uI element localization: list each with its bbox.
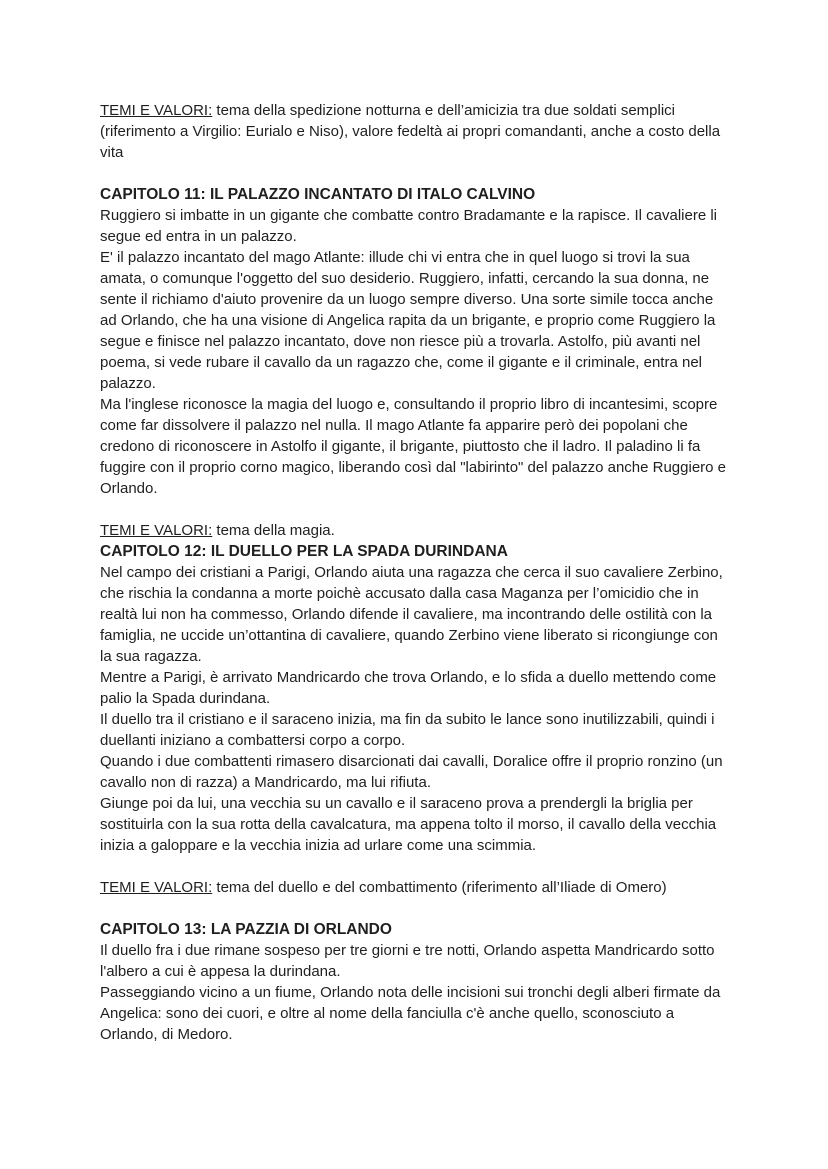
temi-valori-label: TEMI E VALORI: xyxy=(100,102,213,119)
paragraph: Mentre a Parigi, è arrivato Mandricardo che trova Orlando, e lo sfida a duello mettendo come palio la Spada durindana. xyxy=(100,669,717,707)
temi-valori-label: TEMI E VALORI: xyxy=(100,879,213,896)
paragraph: Nel campo dei cristiani a Parigi, Orlando aiuta una ragazza che cerca il suo cavaliere Zerbino, che rischia la condanna a morte poichè accusato dalla casa Maganza per l’omicidio che in realtà lui non ha commesso, Orlando difende il cavaliere, ma incontrando delle ostilità con la famiglia, ne uccide un’ottantina di cavaliere, quando Zerbino viene liberato si ricongiunge con la sua ragazza. xyxy=(100,564,723,665)
chapter-heading: CAPITOLO 13: LA PAZZIA DI ORLANDO xyxy=(100,921,392,938)
chapter-heading: CAPITOLO 12: IL DUELLO PER LA SPADA DURINDANA xyxy=(100,543,508,560)
chapter-heading: CAPITOLO 11: IL PALAZZO INCANTATO DI ITALO CALVINO xyxy=(100,186,536,203)
paragraph: E' il palazzo incantato del mago Atlante: illude chi vi entra che in quel luogo si trovi la sua amata, o comunque l'oggetto del suo desiderio. Ruggiero, infatti, cercando la sua donna, ne sente il richiamo d'aiuto provenire da un luogo sempre diverso. Una sorte simile tocca anche ad Orlando, che ha una visione di Angelica rapita da un brigante, e proprio come Ruggiero la segue e finisce nel palazzo incantato, dove non riesce più a trovarla. Astolfo, più avanti nel poema, si vede rubare il cavallo da un ragazzo che, come il gigante e il criminale, entra nel palazzo. xyxy=(100,249,716,392)
paragraph: Il duello tra il cristiano e il saraceno inizia, ma fin da subito le lance sono inutilizzabili, quindi i duellanti iniziano a combattersi corpo a corpo. xyxy=(100,711,715,749)
document-body xyxy=(100,100,730,1045)
temi-valori-label: TEMI E VALORI: xyxy=(100,522,213,539)
temi-valori-line: TEMI E VALORI: tema della magia. xyxy=(100,522,335,539)
paragraph: Il duello fra i due rimane sospeso per tre giorni e tre notti, Orlando aspetta Mandricardo sotto l'albero a cui è appesa la durindana. xyxy=(100,942,715,980)
temi-valori-line: TEMI E VALORI: tema della spedizione notturna e dell’amicizia tra due soldati semplici (riferimento a Virgilio: Eurialo e Niso), valore fedeltà ai propri comandanti, anche a costo della vita xyxy=(100,102,721,161)
paragraph: Giunge poi da lui, una vecchia su un cavallo e il saraceno prova a prendergli la briglia per sostituirla con la sua rotta della cavalcatura, ma appena tolto il morso, il cavallo della vecchia inizia a galoppare e la vecchia inizia ad urlare come una scimmia. xyxy=(100,795,717,854)
paragraph: Ruggiero si imbatte in un gigante che combatte contro Bradamante e la rapisce. Il cavaliere li segue ed entra in un palazzo. xyxy=(100,207,717,245)
temi-valori-line: TEMI E VALORI: tema del duello e del combattimento (riferimento all’Iliade di Omero) xyxy=(100,879,667,896)
paragraph: Passeggiando vicino a un fiume, Orlando nota delle incisioni sui tronchi degli alberi firmate da Angelica: sono dei cuori, e oltre al nome della fanciulla c'è anche quello, sconosciuto a Orlando, di Medoro. xyxy=(100,984,721,1043)
paragraph: Ma l'inglese riconosce la magia del luogo e, consultando il proprio libro di incantesimi, scopre come far dissolvere il palazzo nel nulla. Il mago Atlante fa apparire però dei popolani che credono di riconoscere in Astolfo il gigante, il brigante, piuttosto che il ladro. Il paladino li fa fuggire con il proprio corno magico, liberando così dal "labirinto" del palazzo anche Ruggiero e Orlando. xyxy=(100,396,727,497)
paragraph: Quando i due combattenti rimasero disarcionati dai cavalli, Doralice offre il proprio ronzino (un cavallo non di razza) a Mandricardo, ma lui rifiuta. xyxy=(100,753,723,791)
